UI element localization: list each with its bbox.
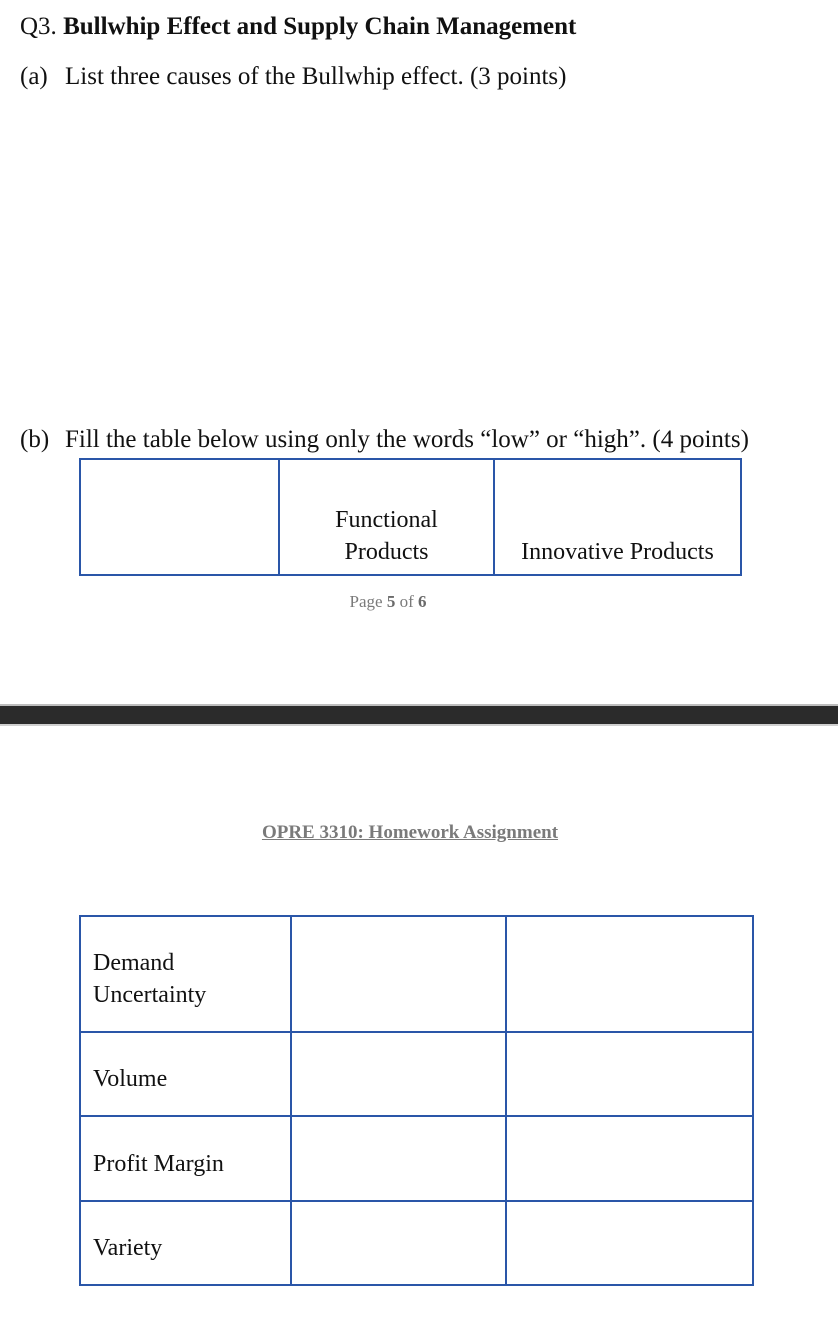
row-label-text: Variety — [93, 1235, 163, 1261]
functional-header-line2: Products — [344, 539, 429, 565]
innovative-header-text: Innovative Products — [521, 539, 714, 565]
course-header: OPRE 3310: Homework Assignment — [261, 822, 559, 843]
table-header-row — [80, 459, 741, 575]
part-b-label: (b) — [20, 426, 50, 453]
page-total: 6 — [417, 592, 427, 611]
cell-demand-functional[interactable] — [291, 916, 506, 1032]
question-heading: Bullwhip Effect and Supply Chain Management — [63, 13, 577, 40]
row-label-line1: Demand — [93, 950, 175, 976]
products-table-body — [79, 915, 754, 1286]
row-label-line2: Uncertainty — [93, 982, 207, 1008]
table-row — [80, 1116, 753, 1201]
products-table-header — [79, 458, 742, 576]
table-corner-cell[interactable] — [80, 459, 279, 575]
innovative-products-header — [494, 459, 741, 575]
row-label-variety — [80, 1201, 291, 1285]
part-b-text: Fill the table below using only the words “low” or “high”. (4 points) — [65, 426, 749, 453]
question-title — [20, 10, 576, 44]
part-a-text: List three causes of the Bullwhip effect. (3 points) — [65, 63, 567, 90]
functional-header-line1: Functional — [335, 507, 438, 533]
cell-variety-functional[interactable] — [291, 1201, 506, 1285]
cell-variety-innovative[interactable] — [506, 1201, 753, 1285]
table-row — [80, 916, 753, 1032]
question-number: Q3. — [20, 13, 57, 40]
page-number — [0, 592, 776, 612]
cell-profit-innovative[interactable] — [506, 1116, 753, 1201]
page-current: 5 — [386, 592, 396, 611]
table-row — [80, 1201, 753, 1285]
part-a-prompt — [20, 60, 567, 94]
page-separator — [0, 706, 838, 724]
page-of: of — [399, 592, 414, 611]
cell-volume-innovative[interactable] — [506, 1032, 753, 1116]
row-label-volume — [80, 1032, 291, 1116]
table-row — [80, 1032, 753, 1116]
part-a-label: (a) — [20, 63, 48, 90]
functional-products-header — [279, 459, 494, 575]
cell-profit-functional[interactable] — [291, 1116, 506, 1201]
page-prefix: Page — [349, 592, 383, 611]
page-separator-edge-bottom — [0, 724, 838, 726]
part-b-prompt — [20, 423, 749, 457]
row-label-demand-uncertainty — [80, 916, 291, 1032]
row-label-text: Volume — [93, 1066, 168, 1092]
cell-demand-innovative[interactable] — [506, 916, 753, 1032]
row-label-profit-margin — [80, 1116, 291, 1201]
cell-volume-functional[interactable] — [291, 1032, 506, 1116]
row-label-text: Profit Margin — [93, 1150, 224, 1177]
